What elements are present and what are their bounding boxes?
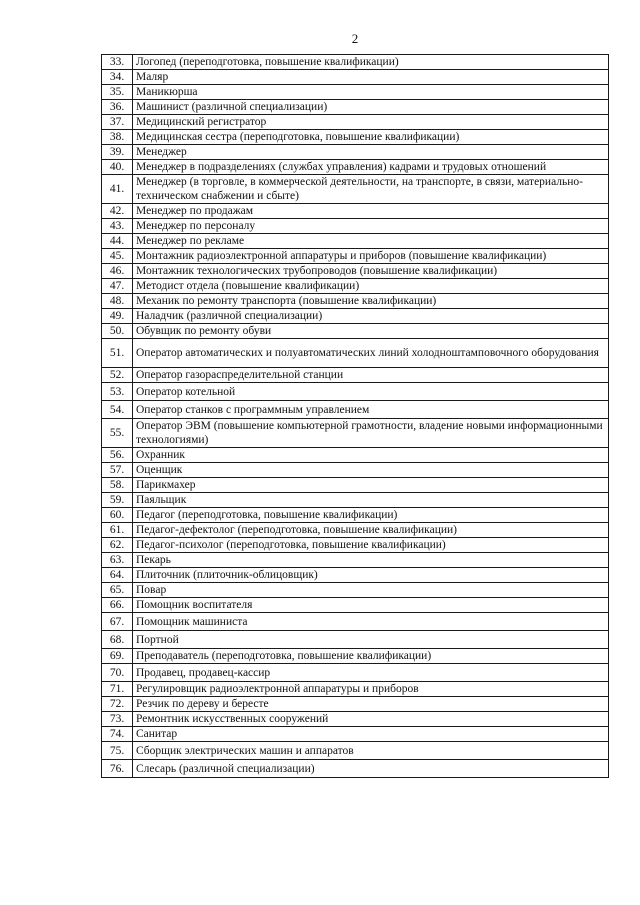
- row-number: 60.: [102, 508, 133, 523]
- profession-name: Менеджер (в торговле, в коммерческой деятельности, на транспорте, в связи, материально-техническом снабжении и сбыте): [133, 175, 609, 204]
- profession-name: Менеджер по продажам: [133, 204, 609, 219]
- profession-name: Механик по ремонту транспорта (повышение квалификации): [133, 294, 609, 309]
- table-row: [102, 419, 609, 448]
- table-row: [102, 145, 609, 160]
- row-number: 68.: [102, 631, 133, 649]
- row-number: 35.: [102, 85, 133, 100]
- table-row: [102, 324, 609, 339]
- profession-name: Оператор котельной: [133, 383, 609, 401]
- row-number: 64.: [102, 568, 133, 583]
- row-number: 40.: [102, 160, 133, 175]
- table-row: [102, 553, 609, 568]
- row-number: 72.: [102, 697, 133, 712]
- row-number: 73.: [102, 712, 133, 727]
- row-number: 34.: [102, 70, 133, 85]
- profession-name: Оценщик: [133, 463, 609, 478]
- row-number: 33.: [102, 55, 133, 70]
- row-number: 51.: [102, 339, 133, 368]
- table-row: [102, 568, 609, 583]
- profession-name: Оператор станков с программным управлением: [133, 401, 609, 419]
- table-row: [102, 760, 609, 778]
- table-row: [102, 583, 609, 598]
- profession-name: Помощник воспитателя: [133, 598, 609, 613]
- table-row: [102, 160, 609, 175]
- row-number: 45.: [102, 249, 133, 264]
- row-number: 46.: [102, 264, 133, 279]
- profession-name: Оператор автоматических и полуавтоматических линий холодноштамповочного оборудования: [133, 339, 609, 368]
- row-number: 50.: [102, 324, 133, 339]
- profession-name: Сборщик электрических машин и аппаратов: [133, 742, 609, 760]
- table-row: [102, 697, 609, 712]
- row-number: 59.: [102, 493, 133, 508]
- table-row: [102, 175, 609, 204]
- table-row: [102, 727, 609, 742]
- row-number: 55.: [102, 419, 133, 448]
- profession-name: Монтажник технологических трубопроводов (повышение квалификации): [133, 264, 609, 279]
- professions-table-body: [102, 55, 609, 778]
- profession-name: Менеджер по персоналу: [133, 219, 609, 234]
- table-row: [102, 130, 609, 145]
- profession-name: Монтажник радиоэлектронной аппаратуры и приборов (повышение квалификации): [133, 249, 609, 264]
- row-number: 63.: [102, 553, 133, 568]
- table-row: [102, 664, 609, 682]
- profession-name: Педагог (переподготовка, повышение квалификации): [133, 508, 609, 523]
- row-number: 44.: [102, 234, 133, 249]
- table-row: [102, 309, 609, 324]
- table-row: [102, 55, 609, 70]
- table-row: [102, 538, 609, 553]
- table-row: [102, 649, 609, 664]
- table-row: [102, 383, 609, 401]
- profession-name: Менеджер в подразделениях (службах управления) кадрами и трудовых отношений: [133, 160, 609, 175]
- row-number: 38.: [102, 130, 133, 145]
- table-row: [102, 682, 609, 697]
- profession-name: Плиточник (плиточник-облицовщик): [133, 568, 609, 583]
- row-number: 71.: [102, 682, 133, 697]
- row-number: 42.: [102, 204, 133, 219]
- table-row: [102, 631, 609, 649]
- row-number: 62.: [102, 538, 133, 553]
- table-row: [102, 598, 609, 613]
- page-number: 2: [351, 31, 359, 46]
- row-number: 75.: [102, 742, 133, 760]
- table-row: [102, 70, 609, 85]
- table-row: [102, 401, 609, 419]
- row-number: 58.: [102, 478, 133, 493]
- row-number: 70.: [102, 664, 133, 682]
- table-row: [102, 85, 609, 100]
- profession-name: Слесарь (различной специализации): [133, 760, 609, 778]
- profession-name: Санитар: [133, 727, 609, 742]
- table-row: [102, 339, 609, 368]
- row-number: 52.: [102, 368, 133, 383]
- row-number: 53.: [102, 383, 133, 401]
- profession-name: Охранник: [133, 448, 609, 463]
- profession-name: Маляр: [133, 70, 609, 85]
- row-number: 41.: [102, 175, 133, 204]
- row-number: 48.: [102, 294, 133, 309]
- professions-table: [101, 54, 609, 778]
- row-number: 39.: [102, 145, 133, 160]
- profession-name: Обувщик по ремонту обуви: [133, 324, 609, 339]
- table-row: [102, 294, 609, 309]
- profession-name: Маникюрша: [133, 85, 609, 100]
- row-number: 47.: [102, 279, 133, 294]
- profession-name: Портной: [133, 631, 609, 649]
- row-number: 74.: [102, 727, 133, 742]
- row-number: 67.: [102, 613, 133, 631]
- table-row: [102, 234, 609, 249]
- row-number: 49.: [102, 309, 133, 324]
- table-row: [102, 478, 609, 493]
- row-number: 76.: [102, 760, 133, 778]
- profession-name: Медицинская сестра (переподготовка, повышение квалификации): [133, 130, 609, 145]
- table-row: [102, 493, 609, 508]
- table-row: [102, 613, 609, 631]
- table-row: [102, 742, 609, 760]
- row-number: 66.: [102, 598, 133, 613]
- row-number: 54.: [102, 401, 133, 419]
- profession-name: Наладчик (различной специализации): [133, 309, 609, 324]
- row-number: 61.: [102, 523, 133, 538]
- profession-name: Оператор ЭВМ (повышение компьютерной грамотности, владение новыми информационными технологиями): [133, 419, 609, 448]
- table-row: [102, 508, 609, 523]
- profession-name: Методист отдела (повышение квалификации): [133, 279, 609, 294]
- profession-name: Менеджер по рекламе: [133, 234, 609, 249]
- row-number: 37.: [102, 115, 133, 130]
- table-row: [102, 448, 609, 463]
- row-number: 43.: [102, 219, 133, 234]
- profession-name: Паяльщик: [133, 493, 609, 508]
- table-row: [102, 712, 609, 727]
- table-row: [102, 219, 609, 234]
- profession-name: Педагог-дефектолог (переподготовка, повышение квалификации): [133, 523, 609, 538]
- profession-name: Ремонтник искусственных сооружений: [133, 712, 609, 727]
- profession-name: Медицинский регистратор: [133, 115, 609, 130]
- profession-name: Преподаватель (переподготовка, повышение квалификации): [133, 649, 609, 664]
- table-row: [102, 115, 609, 130]
- profession-name: Оператор газораспределительной станции: [133, 368, 609, 383]
- row-number: 65.: [102, 583, 133, 598]
- table-row: [102, 204, 609, 219]
- table-row: [102, 100, 609, 115]
- row-number: 57.: [102, 463, 133, 478]
- profession-name: Менеджер: [133, 145, 609, 160]
- profession-name: Педагог-психолог (переподготовка, повышение квалификации): [133, 538, 609, 553]
- profession-name: Резчик по дереву и бересте: [133, 697, 609, 712]
- table-row: [102, 279, 609, 294]
- row-number: 69.: [102, 649, 133, 664]
- table-row: [102, 523, 609, 538]
- table-row: [102, 368, 609, 383]
- table-row: [102, 264, 609, 279]
- table-row: [102, 249, 609, 264]
- profession-name: Продавец, продавец-кассир: [133, 664, 609, 682]
- row-number: 56.: [102, 448, 133, 463]
- profession-name: Помощник машиниста: [133, 613, 609, 631]
- profession-name: Парикмахер: [133, 478, 609, 493]
- table-row: [102, 463, 609, 478]
- profession-name: Повар: [133, 583, 609, 598]
- profession-name: Логопед (переподготовка, повышение квалификации): [133, 55, 609, 70]
- profession-name: Пекарь: [133, 553, 609, 568]
- row-number: 36.: [102, 100, 133, 115]
- profession-name: Регулировщик радиоэлектронной аппаратуры и приборов: [133, 682, 609, 697]
- profession-name: Машинист (различной специализации): [133, 100, 609, 115]
